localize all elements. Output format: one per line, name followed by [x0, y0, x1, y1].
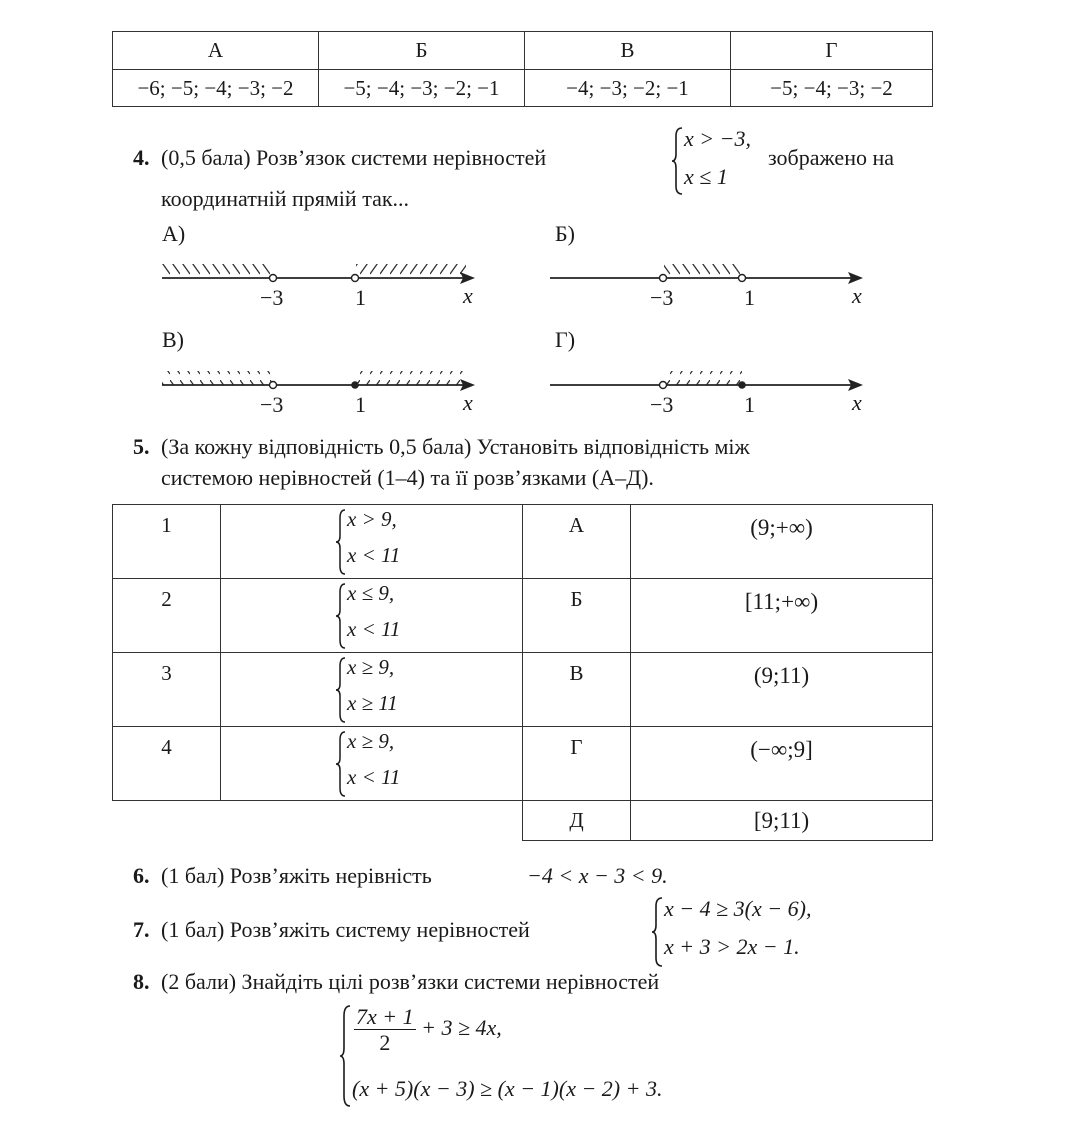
answer-interval	[631, 505, 933, 579]
system-number-text: 1	[161, 513, 172, 537]
q5-line2: системою нерівностей (1–4) та її розв’язками (А–Д).	[161, 465, 654, 490]
system-line-2: x < 11	[347, 617, 401, 641]
matching-row	[113, 801, 933, 841]
system-line-2: x < 11	[347, 765, 401, 789]
option-a-left: −3	[260, 285, 284, 310]
answer-interval	[631, 579, 933, 653]
q6-text: (1 бал) Розв’яжіть нерівність	[161, 863, 432, 888]
option-v-label: В)	[162, 327, 184, 352]
q8-frac-numerator: 7x + 1	[356, 1004, 414, 1029]
system-number	[113, 505, 221, 579]
system-line-2: x ≥ 11	[347, 691, 398, 715]
option-g-axis: x	[852, 390, 862, 415]
answer-interval	[631, 801, 933, 841]
option-g-right: 1	[744, 392, 755, 417]
option-a-right: 1	[355, 285, 366, 310]
matching-table	[112, 504, 933, 841]
header-v: В	[525, 32, 731, 70]
header-a: А	[113, 32, 319, 70]
value-a: −6; −5; −4; −3; −2	[113, 70, 319, 107]
answer-letter-text: А	[568, 513, 585, 537]
number-line-b	[550, 264, 863, 284]
system-number-text: 4	[161, 735, 172, 759]
answer-interval-text: (9;11)	[753, 663, 810, 688]
system-cell	[221, 653, 523, 727]
brace-icon	[336, 731, 346, 797]
number-line-a	[162, 264, 475, 284]
system-number-text: 3	[161, 661, 172, 685]
system-number	[113, 727, 221, 801]
option-b-left: −3	[650, 285, 674, 310]
q8-line-2: (x + 5)(x − 3) ≥ (x − 1)(x − 2) + 3.	[352, 1076, 663, 1101]
system-line-1: x ≥ 9,	[347, 655, 395, 679]
option-v-left: −3	[260, 392, 284, 417]
answer-interval-text: (−∞;9]	[750, 737, 813, 762]
q4-number: 4.	[133, 145, 150, 170]
q5-number: 5.	[133, 434, 150, 459]
system-line-1: x ≥ 9,	[347, 729, 395, 753]
value-g: −5; −4; −3; −2	[731, 70, 933, 107]
answer-letter-text: Г	[570, 735, 583, 759]
system-number	[113, 579, 221, 653]
answer-letter-text: Б	[570, 587, 583, 611]
system-line-1: x > 9,	[347, 507, 397, 531]
system-number	[113, 653, 221, 727]
q7-number: 7.	[133, 917, 150, 942]
option-v-right: 1	[355, 392, 366, 417]
value-b: −5; −4; −3; −2; −1	[319, 70, 525, 107]
matching-row	[113, 727, 933, 801]
q8-frac-denominator: 2	[379, 1030, 391, 1055]
option-b-axis: x	[852, 283, 862, 308]
option-a-axis: x	[463, 283, 473, 308]
q4-text: (0,5 бала) Розв’язок системи нерівностей	[161, 145, 547, 170]
q4-system-line-1: x > −3,	[684, 126, 751, 151]
q8-line1-rest: + 3 ≥ 4x,	[421, 1015, 502, 1041]
option-a-label: А)	[162, 221, 186, 246]
matching-row	[113, 653, 933, 727]
answer-letter-text: В	[569, 661, 584, 685]
q6-expression: −4 < x − 3 < 9.	[527, 863, 668, 888]
answer-interval	[631, 653, 933, 727]
brace-icon	[336, 509, 346, 575]
system-line-2: x < 11	[347, 543, 401, 567]
q4-text-after: зображено на	[768, 145, 895, 170]
brace-icon	[652, 896, 664, 968]
answer-interval	[631, 727, 933, 801]
answer-interval-text: (9;+∞)	[750, 515, 813, 540]
option-g-label: Г)	[555, 327, 576, 352]
option-b-right: 1	[744, 285, 755, 310]
value-v: −4; −3; −2; −1	[525, 70, 731, 107]
brace-icon	[336, 657, 346, 723]
q7-system-line-2: x + 3 > 2x − 1.	[664, 934, 800, 959]
q4-system-line-2: x ≤ 1	[684, 164, 728, 189]
brace-icon	[336, 583, 346, 649]
q5-line1: (За кожну відповідність 0,5 бала) Установіть відповідність між	[161, 434, 750, 459]
q6-number: 6.	[133, 863, 150, 888]
q8-text: (2 бали) Знайдіть цілі розв’язки системи нерівностей	[161, 969, 660, 994]
answer-interval-text: [9;11)	[753, 807, 810, 833]
number-line-v	[162, 371, 475, 391]
system-cell	[221, 505, 523, 579]
header-b: Б	[319, 32, 525, 70]
answer-letter	[523, 801, 631, 841]
q4-text-line2: координатній прямій так...	[161, 186, 410, 211]
matching-row	[113, 505, 933, 579]
q8-number: 8.	[133, 969, 150, 994]
system-cell	[221, 727, 523, 801]
system-cell	[221, 579, 523, 653]
brace-icon	[340, 1004, 352, 1108]
header-g: Г	[731, 32, 933, 70]
answer-letter-text: Д	[569, 808, 584, 832]
system-number-text: 2	[161, 587, 172, 611]
q7-system-line-1: x − 4 ≥ 3(x − 6),	[664, 896, 812, 921]
option-v-axis: x	[463, 390, 473, 415]
system-line-1: x ≤ 9,	[347, 581, 395, 605]
number-line-g	[550, 371, 863, 391]
option-g-left: −3	[650, 392, 674, 417]
q8-fraction	[354, 1004, 416, 1056]
option-b-label: Б)	[555, 221, 575, 246]
q7-text: (1 бал) Розв’яжіть систему нерівностей	[161, 917, 530, 942]
answer-interval-text: [11;+∞)	[744, 589, 819, 614]
matching-row	[113, 579, 933, 653]
number-lines	[0, 0, 1080, 430]
